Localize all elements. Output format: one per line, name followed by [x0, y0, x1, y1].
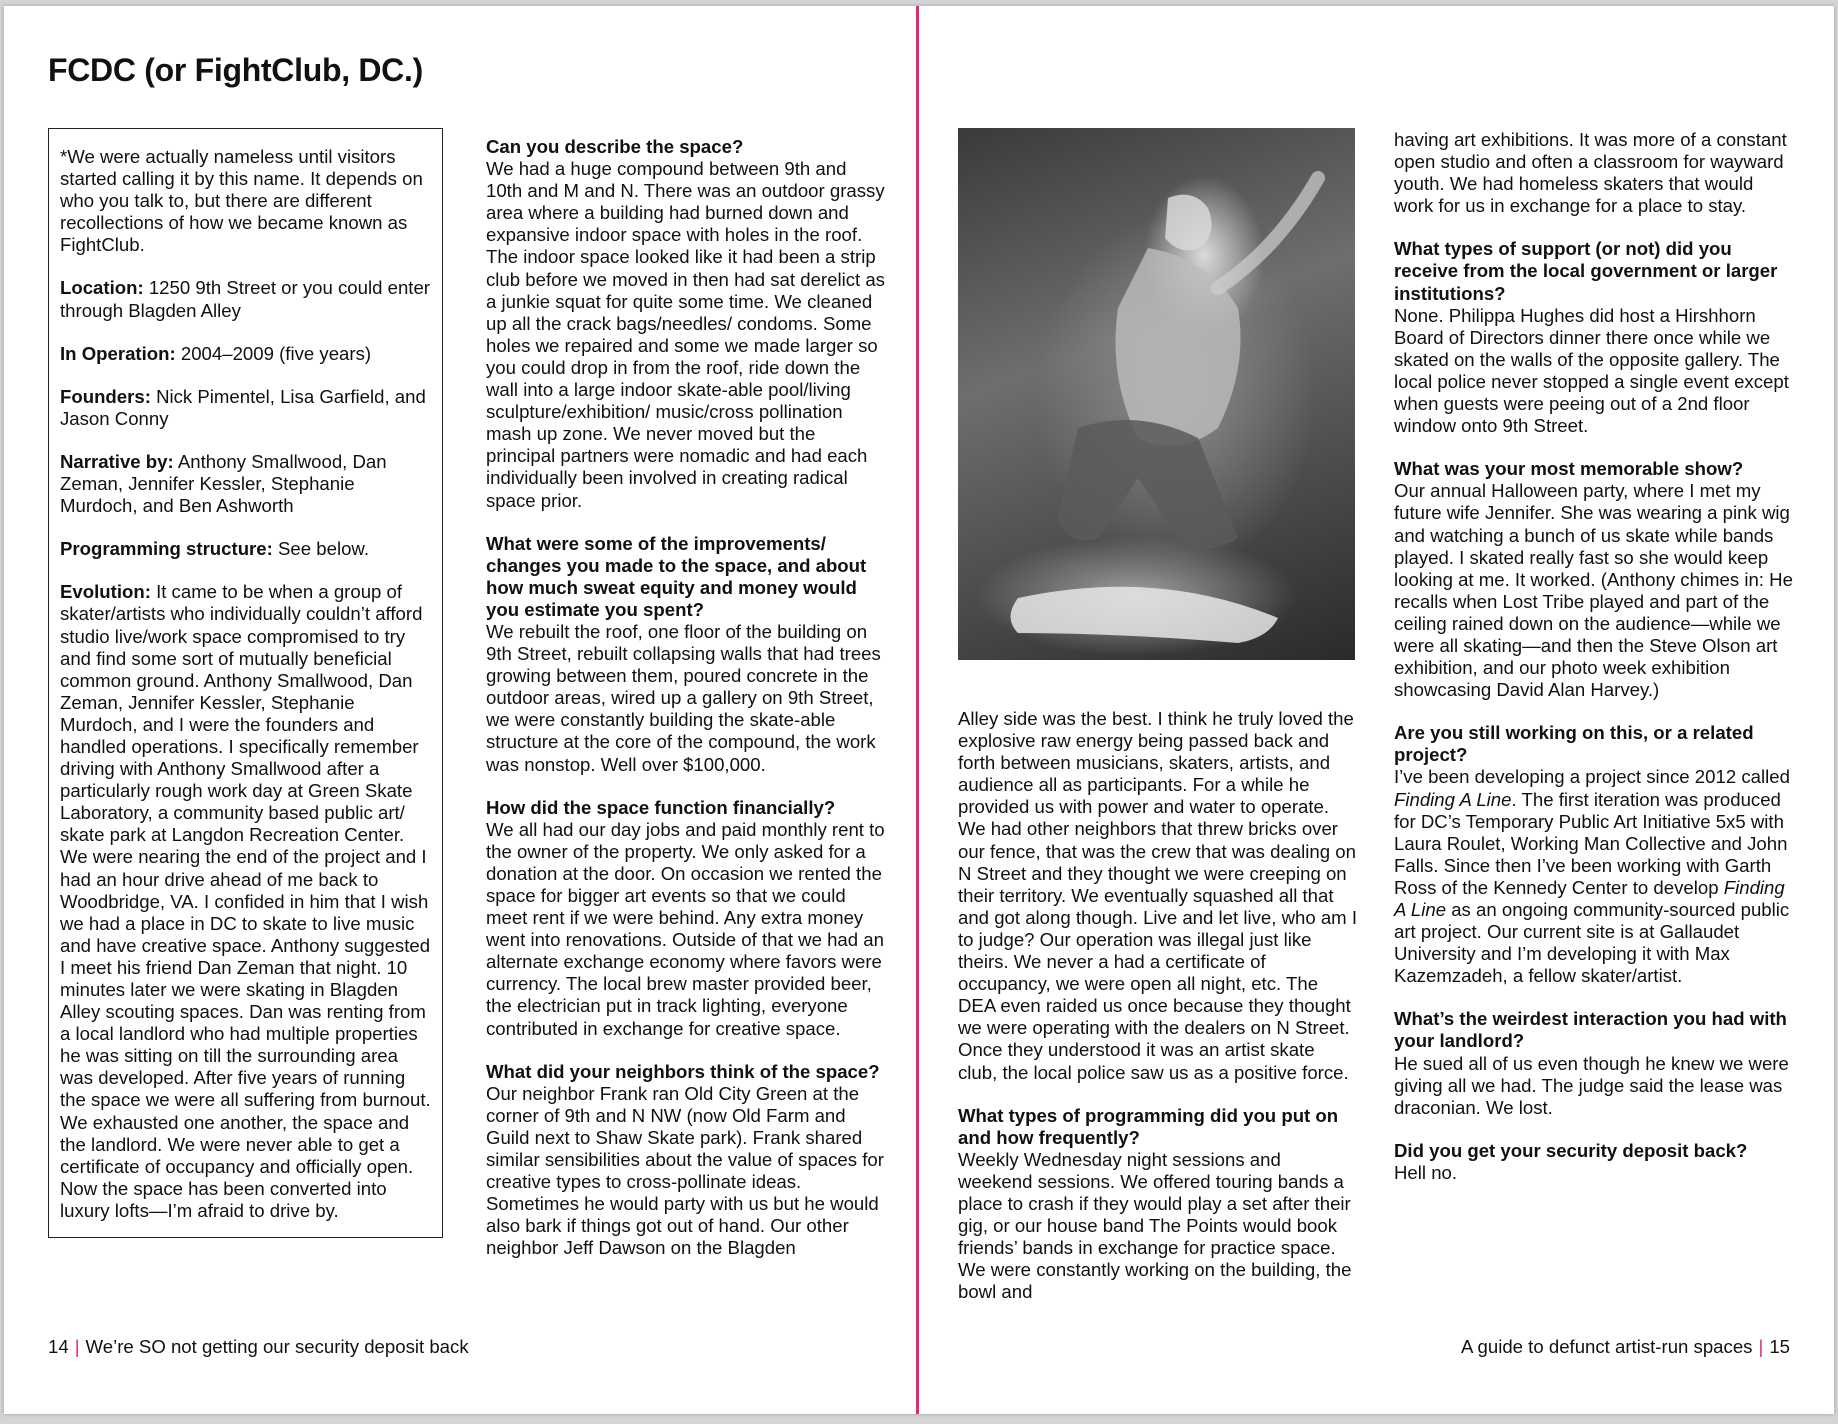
- sidebar-intro: *We were actually nameless until visitors started calling it by this name. It depends on who you talk to, but there are different recollections of how we became known as FightClub.: [60, 146, 423, 256]
- answer-part: . The first iteration was produced for DC’s Temporary Public Art Initiative 5x5 with Laura Roulet, Working Man Collective and John Falls. Since then I’ve been working with Garth Ross of the Kennedy Center to develop: [1394, 788, 1788, 898]
- page-number-right: 15: [1769, 1336, 1790, 1357]
- answer: We rebuilt the roof, one floor of the building on 9th Street, rebuilt collapsing walls that had trees growing between them, poured concrete in the outdoor areas, wired up a gallery on 9th Street, we were constantly building the skate-able structure at the core of the compound, the work was nonstop. Well over $100,000.: [486, 620, 881, 775]
- question: What did your neighbors think of the space?: [486, 1060, 880, 1082]
- qa-security-deposit: [1394, 1140, 1794, 1184]
- answer: having art exhibitions. It was more of a constant open studio and often a classroom for wayward youth. We had homeless skaters that would work for us in exchange for a place to stay.: [1394, 129, 1787, 217]
- footer-right-text: A guide to defunct artist-run spaces: [1460, 1336, 1753, 1357]
- question: What types of support (or not) did you receive from the local government or larger institutions?: [1394, 238, 1778, 304]
- qa-neighbors: [486, 1061, 886, 1260]
- question: Are you still working on this, or a related project?: [1394, 722, 1754, 766]
- question: Can you describe the space?: [486, 136, 744, 157]
- project-title: Finding A Line: [1394, 876, 1785, 920]
- photo-skateboard-shape: [1011, 587, 1279, 643]
- question: What were some of the improvements/ changes you made to the space, and about how much sweat equity and money would you estimate you spent?: [486, 532, 867, 620]
- column-3: [958, 708, 1358, 1324]
- column-4: [1394, 129, 1794, 1205]
- operation-entry: [60, 343, 432, 365]
- answer: We all had our day jobs and paid monthly rent to the owner of the property. We only asked for a donation at the door. On occasion we rented the space for bigger art events so that we could meet rent if we were behind. Any extra money went into renovations. Outside of that we had an alternate exchange economy where favors were currency. The local brew master provided beer, the electrician put in track lighting, everyone contributed in exchange for creative space.: [486, 818, 885, 1039]
- answer: We had a huge compound between 9th and 10th and M and N. There was an outdoor grassy area where a building had burned down and expansive indoor space with holes in the roof. The indoor space looked like it had been a strip club before we moved in then had sat derelict as a junkie squat for quite some time. We cleaned up all the crack bags/needles/ condoms. Some holes we repaired and some we made larger so you could drop in from the roof, ride down the wall into a large indoor skate-able pool/living sculpture/exhibition/ music/cross pollination mash up zone. We never moved but the principal partners were nomadic and had each individually been involved in creating radical space prior.: [486, 158, 885, 511]
- footer-right: [1461, 1336, 1790, 1358]
- location-value: 1250 9th Street or you could enter through Blagden Alley: [60, 277, 431, 321]
- qa-landlord: [1394, 1008, 1794, 1118]
- operation-value: 2004–2009 (five years): [180, 342, 372, 364]
- evolution-label: Evolution:: [60, 581, 151, 603]
- qa-neighbors-continued: [958, 708, 1358, 1084]
- qa-programming: [958, 1105, 1358, 1304]
- answer: Alley side was the best. I think he truly loved the explosive raw energy being passed back and forth between musicians, skaters, artists, and audience all as participants. For a while he provided us with power and water to operate. We had other neighbors that threw bricks over our fence, that was the crew that was dealing on N Street and they thought we were creeping on their territory. We eventually squashed all that and got along though. Live and let live, who am I to judge? Our operation was illegal just like theirs. We never a had a certificate of occupancy, we were open all night, etc. The DEA even raided us once because they thought we were operating with the dealers on N Street. Once they understood it was an artist skate club, the local police saw us as a positive force.: [958, 708, 1358, 1083]
- sidebar-column: [49, 129, 442, 1222]
- question: How did the space function financially?: [486, 796, 836, 818]
- skateboarder-photo-illustration: [958, 128, 1355, 660]
- narrative-value: Anthony Smallwood, Dan Zeman, Jennifer Kessler, Stephanie Murdoch, and Ben Ashworth: [60, 450, 387, 517]
- narrative-entry: [60, 451, 432, 517]
- qa-programming-continued: [1394, 129, 1794, 217]
- footer-left: [48, 1336, 469, 1358]
- programming-label: Programming structure:: [60, 538, 273, 560]
- answer: Our annual Halloween party, where I met my future wife Jennifer. She was wearing a pink wig and watching a bunch of us skate while bands played. I skated really fast so she would keep looking at me. It worked. (Anthony chimes in: He recalls when Lost Tribe played and part of the ceiling rained down on the audience—while we were all skating—and then the Steve Olson art exhibition, and our photo week exhibition showcasing David Alan Harvey.): [1394, 480, 1793, 701]
- footer-separator: |: [74, 1336, 80, 1357]
- programming-entry: [60, 538, 432, 560]
- footer-separator: |: [1758, 1336, 1764, 1357]
- evolution-value: It came to be when a group of skater/artists who individually couldn’t afford studio live/work space compromised to try and find some sort of mutually beneficial common ground. Anthony Smallwood, Dan Zeman, Jennifer Kessler, Stephanie Murdoch, and I were the founders and handled operations. I specifically remember driving with Anthony Smallwood after a particularly rough work day at Green Skate Laboratory, a community based public art/ skate park at Langdon Recreation Center. We were nearing the end of the project and I had an hour drive ahead of me back to Woodbridge, VA. I confided in him that I wish we had a place in DC to skate to live music and have creative space. Anthony suggested I meet his friend Dan Zeman that night. 10 minutes later we were skating in Blagden Alley scouting spaces. Dan was renting from a local landlord who had multiple properties he was sitting on till the surrounding area was developed. After five years of running the space we were all suffering from burnout. We exhausted one another, the space and the landlord. We were never able to get a certificate of occupancy and officially open. Now the space has been converted into luxury lofts—I’m afraid to drive by.: [60, 581, 431, 1221]
- question: What types of programming did you put on and how frequently?: [958, 1104, 1339, 1148]
- answer: None. Philippa Hughes did host a Hirshhorn Board of Directors dinner there once while we skated on the walls of the opposite gallery. The local police never stopped a single event except when guests were peeing out of a 2nd floor window onto 9th Street.: [1394, 304, 1789, 437]
- answer-part: as an ongoing community-sourced public art project. Our current site is at Gallaudet University and I’m developing it with Max Kazemzadeh, a fellow skater/artist.: [1394, 899, 1790, 987]
- founders-value: Nick Pimentel, Lisa Garfield, and Jason Conny: [60, 385, 426, 429]
- project-title: Finding A Line: [1394, 788, 1512, 810]
- answer: Our neighbor Frank ran Old City Green at the corner of 9th and N NW (now Old Farm and Guild next to Shaw Skate park). Frank shared similar sensibilities about the value of spaces for creative types to cross-pollinate ideas. Sometimes he would party with us but he would also bark if things got out of hand. Our other neighbor Jeff Dawson on the Blagden: [486, 1082, 884, 1259]
- info-sidebar-box: [48, 128, 443, 1238]
- page-number-left: 14: [48, 1336, 69, 1357]
- qa-improvements: [486, 533, 886, 776]
- answer: Hell no.: [1394, 1161, 1458, 1183]
- question: Did you get your security deposit back?: [1394, 1139, 1748, 1161]
- answer: Weekly Wednesday night sessions and weekend sessions. We offered touring bands a place to crash if they would play a set after their gig, or our house band The Points would book friends’ bands in exchange for practice space. We were constantly working on the building, the bowl and: [958, 1148, 1352, 1303]
- location-label: Location:: [60, 277, 144, 299]
- answer: He sued all of us even though he knew we were giving all we had. The judge said the lease was draconian. We lost.: [1394, 1052, 1789, 1118]
- photo-head-shape: [1165, 195, 1212, 251]
- location-entry: [60, 277, 432, 321]
- qa-related-project: [1394, 722, 1794, 987]
- qa-memorable-show: [1394, 458, 1794, 701]
- question: What was your most memorable show?: [1394, 458, 1744, 480]
- founders-entry: [60, 386, 432, 430]
- founders-label: Founders:: [60, 385, 151, 407]
- magazine-spread: [4, 6, 1834, 1414]
- programming-value: See below.: [278, 538, 369, 560]
- operation-label: In Operation:: [60, 342, 176, 364]
- photo-legs-shape: [1058, 420, 1238, 548]
- skateboarder-photo: [958, 128, 1355, 660]
- qa-support: [1394, 238, 1794, 437]
- narrative-label: Narrative by:: [60, 450, 174, 472]
- qa-financial: [486, 797, 886, 1040]
- column-2: [486, 136, 886, 1281]
- footer-left-text: We’re SO not getting our security deposit back: [85, 1336, 469, 1357]
- article-title: FCDC (or FightClub, DC.): [48, 52, 423, 88]
- page-gutter-line: [916, 6, 919, 1414]
- answer-part: I’ve been developing a project since 2012 called: [1394, 766, 1790, 788]
- question: What’s the weirdest interaction you had with your landlord?: [1394, 1008, 1787, 1052]
- qa-describe-space: [486, 136, 886, 512]
- evolution-entry: [60, 581, 432, 1222]
- photo-arm-shape: [1218, 178, 1318, 288]
